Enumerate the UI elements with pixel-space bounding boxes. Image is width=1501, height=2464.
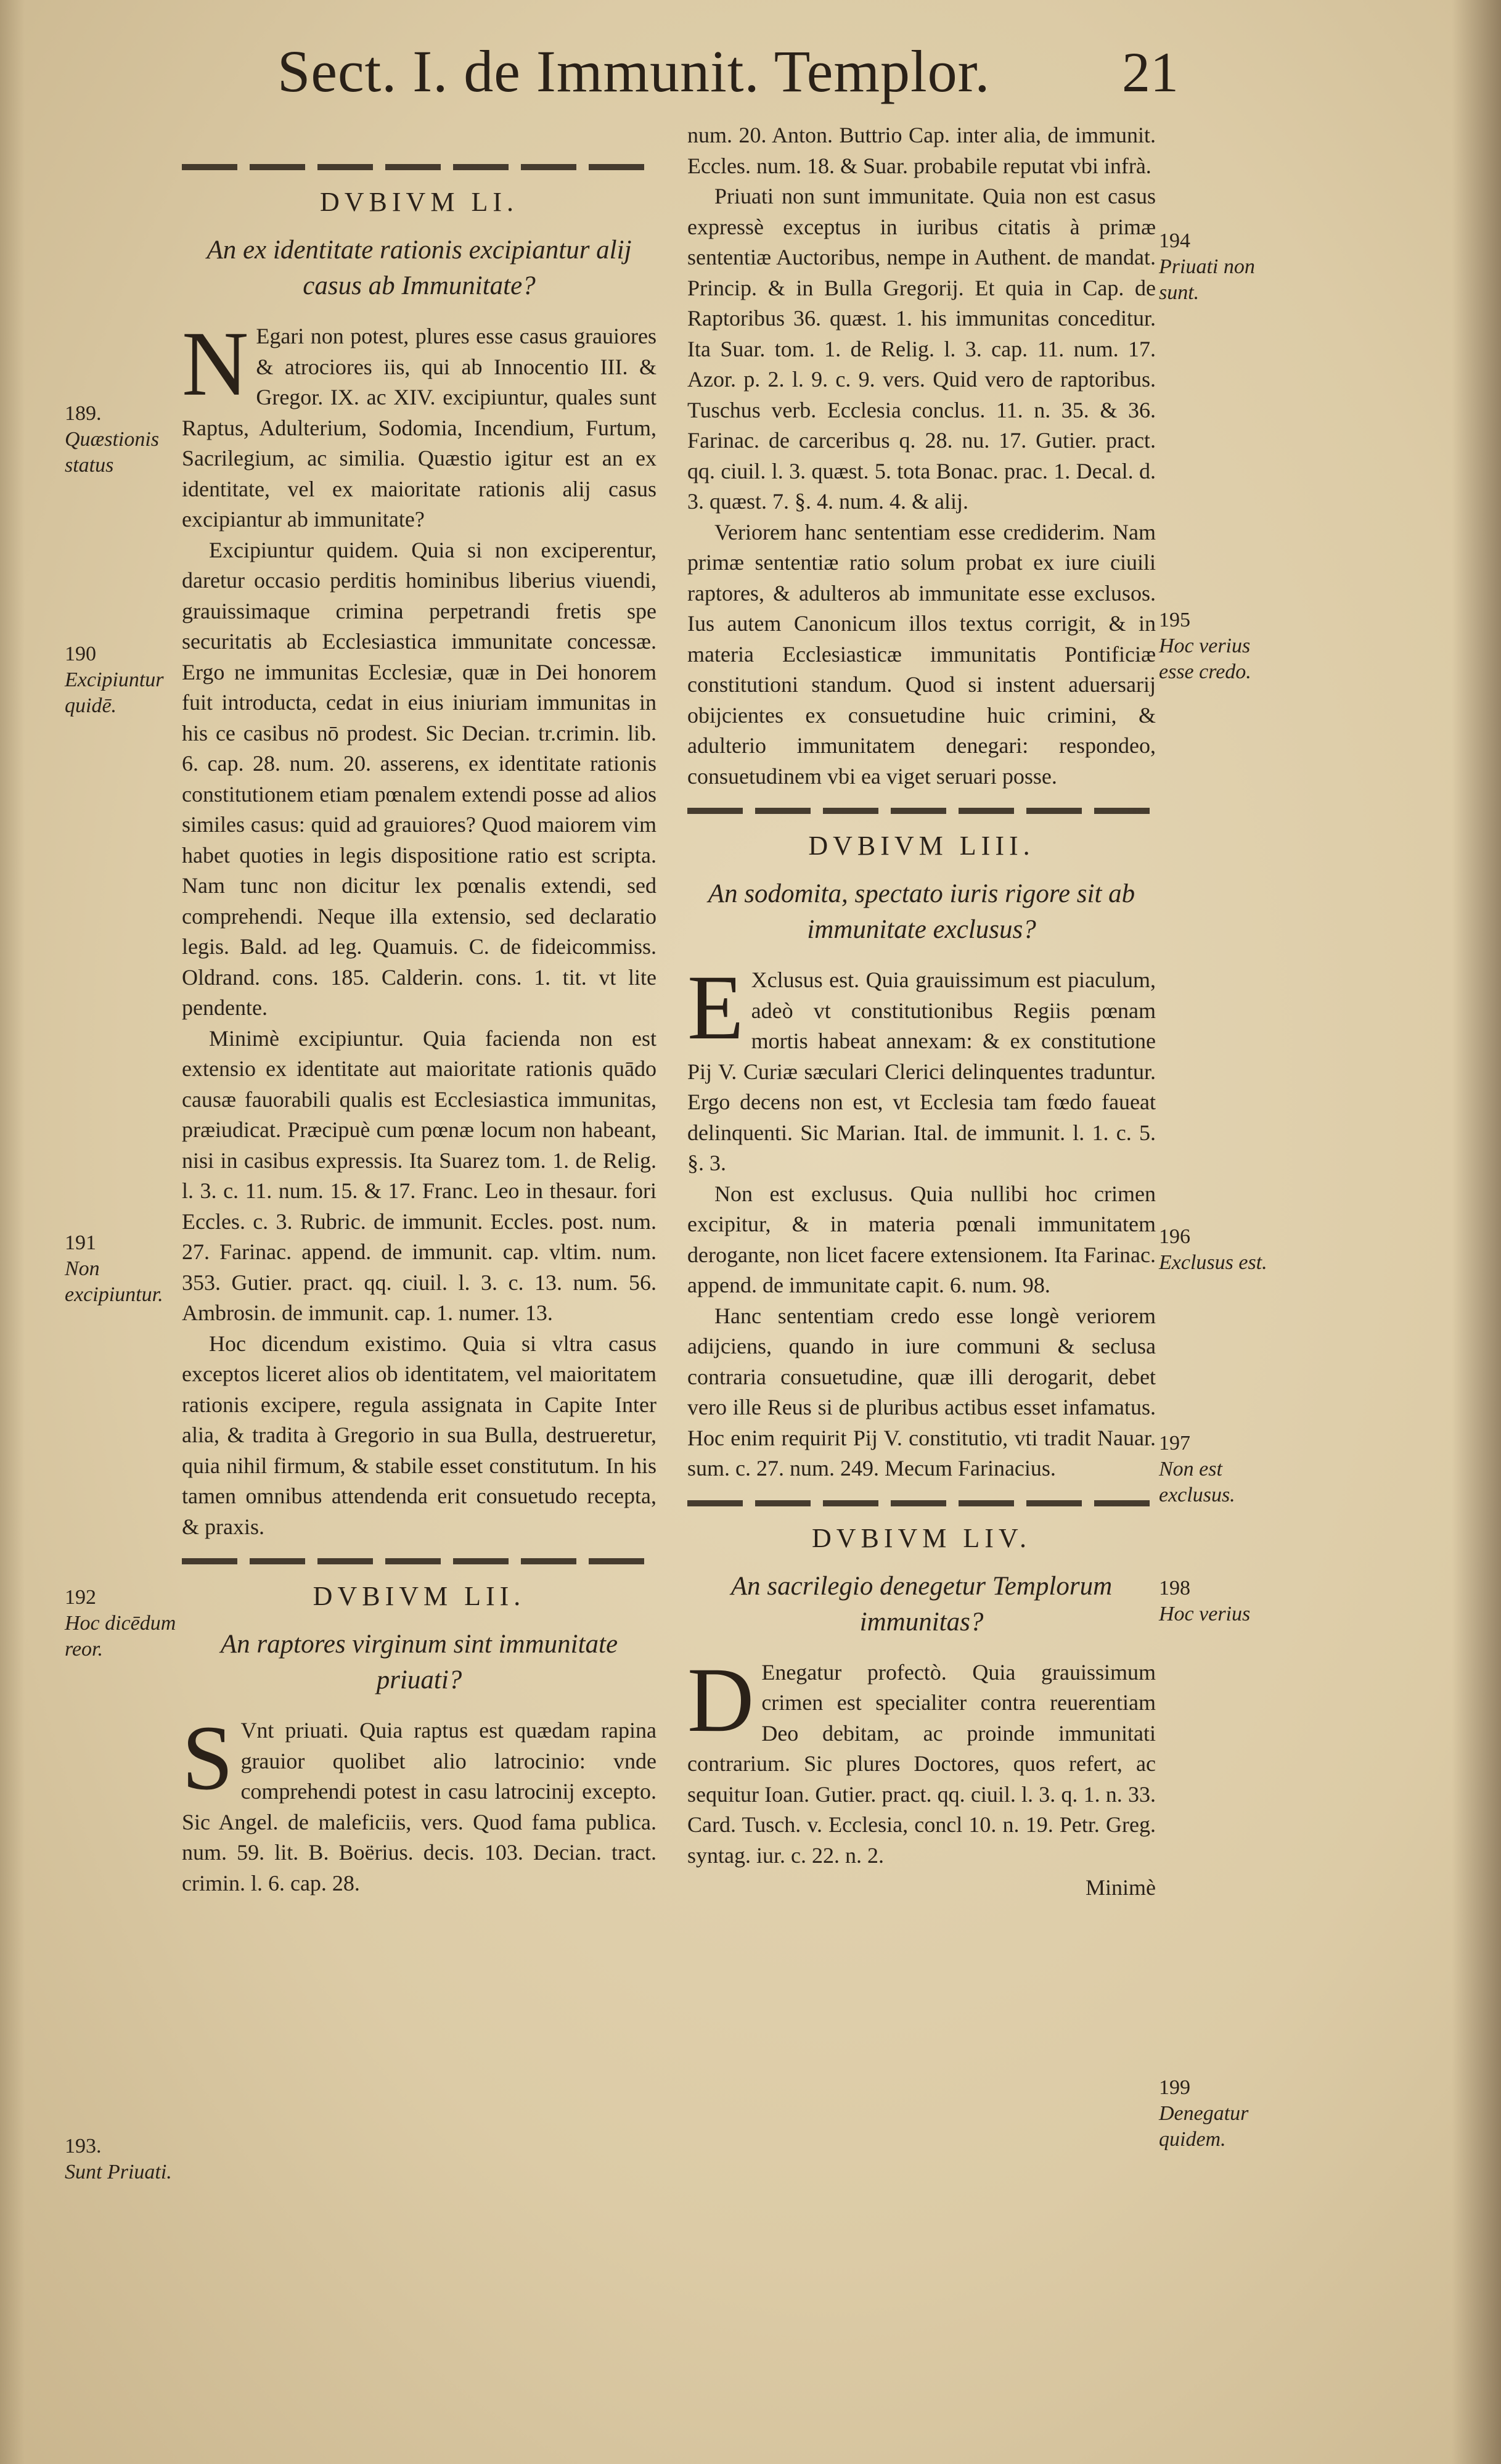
spine-shadow bbox=[1452, 0, 1501, 2464]
margin-note-198: 198 Hoc verius bbox=[1159, 1577, 1251, 1625]
dubium-52-paragraph-2: Priuati non sunt immunitate. Quia non est casus expressè exceptus in iuribus citatis à primæ sententiæ Auctoribus, nempe in Authent. de mandat. Princip. & in Bulla Gregorij. Et quia in Cap. de Raptoribus 36. quæst. 1. his immunitas conceditur. Ita Suar. tom. 1. de Relig. l. 3. cap. 11. num. 17. Azor. p. 2. l. 9. c. 9. vers. Quid vero de raptoribus. Tuschus verb. Ecclesia conclus. 11. n. 35. & 36. Farinac. de carceribus q. 28. nu. 17. Gutier. pract. qq. ciuil. l. 3. quæst. 5. tota Bonac. prac. 1. Decal. d. 3. quæst. 7. §. 4. num. 4. & alij. bbox=[687, 184, 1156, 514]
margin-note-193: 193. Sunt Priuati. bbox=[65, 2135, 172, 2183]
margin-note-191: 191 Non excipiuntur. bbox=[65, 1231, 163, 1306]
margin-note-199: 199 Denegatur quidem. bbox=[1159, 2076, 1249, 2151]
catch-word: Minimè bbox=[1086, 1875, 1156, 1900]
page-edge-shadow bbox=[0, 0, 25, 2464]
dubium-51-paragraph-2: Excipiuntur quidem. Quia si non exciperentur, daretur occasio perditis hominibus liberius viuendi, grauissimaque crimina perpetrandi fretis spe securitatis ab Ecclesiastica immunitate concessæ. Ergo ne immunitas Ecclesiæ, quæ in Dei honorem fuit introducta, cedat in eius iniuriam immunitas in his ce casibus nō prodest. Sic Decian. tr.crimin. lib. 6. cap. 28. num. 20. asserens, ex identitate rationis constitutionem etiam pœnalem extendi posse ad alios similes casus: quid ad grauiores? Quod maiorem vim habet quoties in legis dispositione ratio est scripta. Nam tunc non dicitur lex pœnalis extendi, sed comprehendi. Neque illa extensio, sed declaratio legis. Bald. ad leg. Quamuis. C. de fideicommiss. Oldrand. cons. 185. Calderin. cons. 1. tit. vt lite pendente. bbox=[182, 537, 656, 1020]
dubium-52-paragraph-1: S Vnt priuati. Quia raptus est quædam rapina grauior quolibet alio latrocinio: vnde comprehendi potest in casu latrocinij excepto. Sic Angel. de maleficiis, vers. Quod fama publica. num. 59. lit. B. Boërius. decis. 103. Decian. tract. crimin. l. 6. cap. 28. bbox=[182, 1707, 656, 1895]
dubium-52-question: An raptores virginum sint immunitate priuati? bbox=[220, 1630, 618, 1694]
ornamental-rule bbox=[182, 164, 656, 170]
margin-note-192: 192 Hoc dicēdum reor. bbox=[65, 1586, 176, 1661]
ornamental-rule bbox=[687, 808, 1156, 814]
margin-note-196: 196 Exclusus est. bbox=[1159, 1225, 1267, 1274]
dubium-53-title: DVBIVM LIII. bbox=[808, 831, 1035, 861]
continued-text: num. 20. Anton. Buttrio Cap. inter alia, de immunit. Eccles. num. 18. & Suar. probabile reputat vbi infrà. bbox=[687, 123, 1156, 178]
drop-cap: S bbox=[182, 1707, 234, 1809]
dubium-53-paragraph-1: E Xclusus est. Quia grauissimum est piaculum, adeò vt constitutionibus Regiis pœnam mortis habeat annexam: & ex constitutione Pij V. Curiæ sæculari Clerici delinquentes traduntur. Ergo decens non est, vt Ecclesia tam fœdo faueat delinquenti. Sic Marian. Ital. de immunit. l. 1. c. 5. §. 3. bbox=[687, 956, 1156, 1175]
dubium-53-question: An sodomita, spectato iuris rigore sit ab immunitate exclusus? bbox=[708, 879, 1135, 944]
drop-cap: E bbox=[687, 956, 744, 1059]
dubium-52-title: DVBIVM LII. bbox=[313, 1581, 526, 1611]
ornamental-rule bbox=[687, 1500, 1156, 1506]
drop-cap: N bbox=[182, 313, 249, 415]
dubium-54-title: DVBIVM LIV. bbox=[811, 1522, 1032, 1553]
dubium-51-title: DVBIVM LI. bbox=[320, 187, 518, 217]
dubium-53-paragraph-3: Hanc sententiam credo esse longè veriorem adijciens, quando in iure communi & seclusa contraria consuetudine, quæ illi derogarit, debet vero ille Reus si de pluribus actibus esset infamatus. Hoc enim requirit Pij V. constitutio, vti tradit Nauar. sum. c. 27. num. 249. Mecum Farinacius. bbox=[687, 1303, 1156, 1480]
dubium-54-paragraph-1: D Enegatur profectò. Quia grauissimum crimen est specialiter contra reuerentiam Deo debitam, ac proinde immunitati contrarium. Sic plures Doctores, quos refert, ac sequitur Ioan. Gutier. pract. qq. ciuil. l. 3. q. 1. n. 33. Card. Tusch. v. Ecclesia, concl 10. n. 19. Petr. Greg. syntag. iur. c. 22. n. 2. bbox=[687, 1648, 1156, 1868]
dubium-51-question: An ex identitate rationis excipiantur alij casus ab Immunitate? bbox=[207, 236, 632, 300]
margin-note-195: 195 Hoc verius esse credo. bbox=[1159, 609, 1251, 683]
ornamental-rule bbox=[182, 1558, 656, 1564]
right-column bbox=[687, 120, 1156, 1900]
margin-note-197: 197 Non est exclusus. bbox=[1159, 1432, 1235, 1506]
margin-note-189: 189. Quæstionis status bbox=[65, 402, 160, 477]
dubium-51-paragraph-3: Minimè excipiuntur. Quia facienda non est extensio ex identitate aut maioritate rationis quādo causæ fauorabili qualis est Ecclesiastica immunitas, præiudicat. Præcipuè cum pœnæ locum non habeant, nisi in casibus expressis. Ita Suarez tom. 1. de Relig. l. 3. c. 11. num. 15. & 17. Franc. Leo in thesaur. fori Eccles. c. 3. Rubric. de immunit. Eccles. post. num. 27. Farinac. append. de immunit. cap. vltim. num. 353. Gutier. pract. qq. ciuil. l. 3. c. 13. num. 56. Ambrosin. de immunit. cap. 1. numer. 13. bbox=[182, 1025, 656, 1325]
dubium-53-paragraph-2: Non est exclusus. Quia nullibi hoc crimen excipitur, & in materia pœnali immunitatem derogante, non licet facere extensionem. Ita Farinac. append. de immunitate capit. 6. num. 98. bbox=[687, 1181, 1156, 1297]
page-number: 21 bbox=[1122, 41, 1179, 104]
margin-note-190: 190 Excipiuntur quidē. bbox=[65, 643, 164, 717]
dubium-51-paragraph-4: Hoc dicendum existimo. Quia si vltra casus exceptos liceret alios ob identitatem, vel maioritatem rationis excipere, regula assignata in Capite Inter alia, & tradita à Gregorio in sua Bulla, destrueretur, quia nihil firmum, & stabile esset constitutum. In his tamen omnibus attendenda erit consuetudo recepta, & praxis. bbox=[182, 1331, 656, 1539]
left-column bbox=[182, 92, 656, 1899]
drop-cap: D bbox=[687, 1648, 755, 1751]
dubium-51-paragraph-1: N Egari non potest, plures esse casus grauiores & atrociores iis, qui ab Innocentio III. & Gregor. IX. ac XIV. excipiuntur, quales sunt Raptus, Adulterium, Sodomia, Incendium, Furtum, Sacrilegium, ac similia. Quæstio igitur est an ex identitate, vel ex maioritate rationis alij casus excipiantur ab immunitate? bbox=[182, 313, 656, 532]
running-head: Sect. I. de Immunit. Templor. bbox=[277, 38, 991, 104]
dubium-52-paragraph-3: Veriorem hanc sententiam esse crediderim. Nam primæ sententiæ ratio solum probat ex iure ciuili raptores, & adulteros ab immunitate esse exclusos. Ius autem Canonicum illos textus corrigit, & in materia Ecclesiasticæ immunitatis Pontificiæ constitutioni standum. Quod si instent aduersarij obijcientes ex consuetudine huic crimini, & adulterio immunitatem denegari: respondeo, consuetudinem vbi ea viget seruari posse. bbox=[687, 519, 1156, 789]
margin-note-194: 194 Priuati non sunt. bbox=[1159, 229, 1255, 304]
dubium-54-question: An sacrilegio denegetur Templorum immunitas? bbox=[730, 1571, 1113, 1637]
